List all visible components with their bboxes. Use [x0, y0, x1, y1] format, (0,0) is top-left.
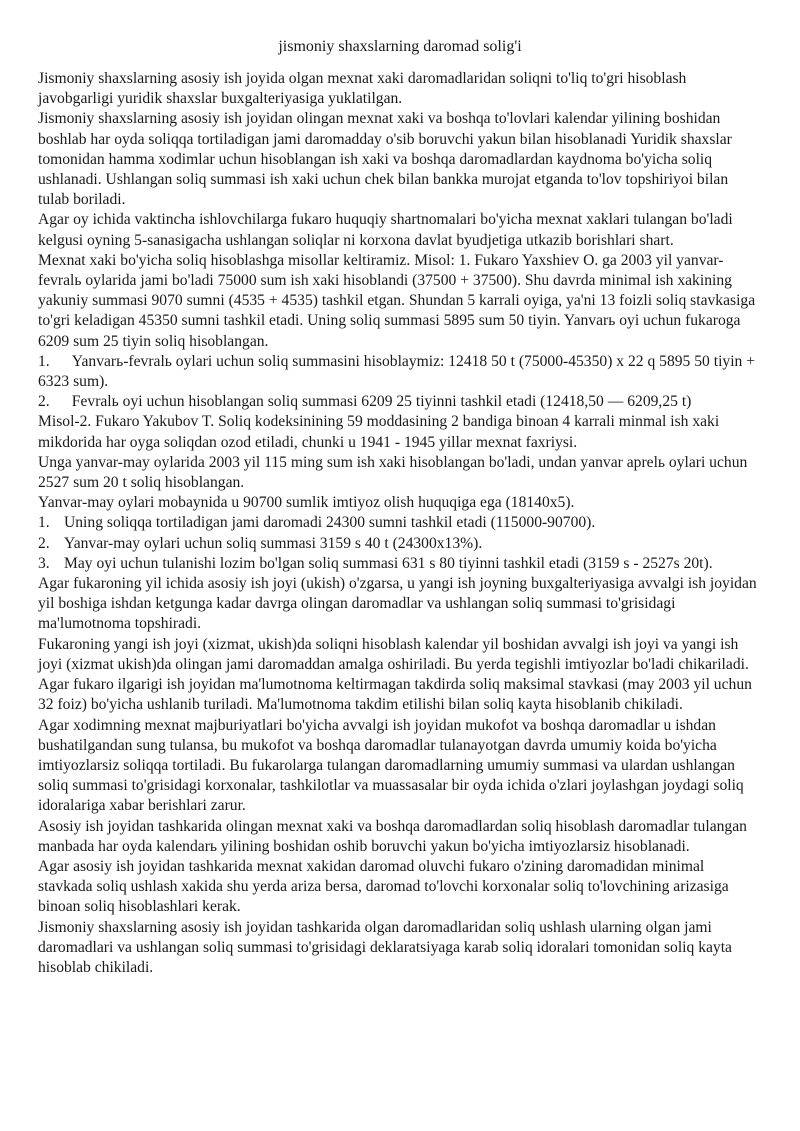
list-item	[38, 554, 762, 574]
paragraph: Agar xodimning mexnat majburiyatlari bo'yicha avvalgi ish joyidan mukofot va boshqa daromadlar u ishdan bushatilgandan sung tulansa, bu mukofot va boshqa daromadlar tulanayotgan davrda umumiy koida bo'yicha imtiyozlarsiz soliqqa tortiladi. Bu fukarolarga tulangan daromadlarning umumiy summasi va ulardan ushlangan soliq summasi to'grisidagi korxonalar, tashkilotlar va muassasalar bir oyda ichida o'zlari joylashgan joydagi soliq idoralariga xabar berishlari zarur.	[38, 716, 744, 815]
list-item-text: Yanvarь-fevralь oylari uchun soliq summasini hisoblaymiz: 12418 50 t (75000-45350) x 22 q 5895 50 tiyin + 6323 sum).	[38, 352, 756, 391]
paragraph: Unga yanvar-may oylarida 2003 yil 115 ming sum ish xaki hisoblangan bo'ladi, undan yanvar aprelь oylari uchun 2527 sum 20 t soliq hisoblangan.	[38, 453, 748, 492]
paragraph: Agar oy ichida vaktincha ishlovchilarga fukaro huquqiy shartnomalari bo'yicha mexnat xaklari tulangan bo'ladi kelgusi oyning 5-sanasigacha ushlangan soliqlar ni korxona davlat byudjetiga utkazib borishlari shart.	[38, 211, 733, 249]
paragraph: Jismoniy shaxslarning asosiy ish joyidan olingan mexnat xaki va boshqa to'lovlari kalendar yilining boshidan boshlab har oyda soliqqa tortiladigan jami daromadday o'sib boruvchi yakun bilan hisoblanadi Yuridik shaxslar tomonidan hamma xodimlar uchun hisoblangan ish xaki va boshqa daromadlardan kaydnoma bo'yicha soliq ushlanadi. Ushlangan soliq summasi ish xaki uchun chek bilan bankka murojat etganda to'lov topshiriyoi bilan tulab boriladi.	[38, 110, 732, 209]
list-number: 3.	[38, 554, 50, 572]
document-page	[38, 36, 762, 978]
list-number: 1.	[38, 352, 50, 370]
list-item	[38, 534, 762, 554]
paragraph: Asosiy ish joyidan tashkarida olingan mexnat xaki va boshqa daromadlardan soliq hisoblash daromadlar tulangan manbada har oyda kalendarь yilining boshidan oshib boruvchi yakun bo'yicha imtiyozlarsiz hisoblanadi.	[38, 817, 747, 855]
paragraph: Agar fukaroning yil ichida asosiy ish joyi (ukish) o'zgarsa, u yangi ish joyning buxgalteriyasiga avvalgi ish joyidan yil boshiga ishdan ketgunga kadar davrga olingan daromadlar va ushlangan soliq summasi to'grisidagi ma'lumotnoma topshiradi.	[38, 575, 757, 633]
list-number: 2.	[38, 534, 50, 552]
paragraph: Jismoniy shaxslarning asosiy ish joyidan tashkarida olgan daromadlaridan soliq ushlash ularning olgan jami daromadlari va ushlangan soliq summasi to'grisidagi deklaratsiyaga karab soliq idoralari tomonidan soliq kayta hisoblab chikiladi.	[38, 918, 732, 976]
paragraph: Yanvar-may oylari mobaynida u 90700 sumlik imtiyoz olish huquqiga ega (18140x5).	[38, 494, 575, 512]
paragraph: Jismoniy shaxslarning asosiy ish joyida olgan mexnat xaki daromadlaridan soliqni to'liq to'gri hisoblash javobgarligi yuridik shaxslar buxgalteriyasiga yuklatilgan.	[38, 70, 687, 108]
list-item-text: May oyi uchun tulanishi lozim bo'lgan soliq summasi 631 s 80 tiyinni tashkil etadi (3159 s - 2527s 20t).	[64, 554, 713, 572]
list-number: 2.	[38, 393, 50, 411]
list-item	[38, 392, 762, 412]
list-item	[38, 352, 762, 392]
paragraph: Agar fukaro ilgarigi ish joyidan ma'lumotnoma keltirmagan takdirda soliq maksimal stavkasi (may 2003 yil uchun 32 foiz) bo'yicha ushlanib turiladi. Ma'lumotnoma takdim etilishi bilan soliq kayta hisoblanib chikiladi.	[38, 676, 752, 714]
paragraph: Mexnat xaki bo'yicha soliq hisoblashga misollar keltiramiz. Misol: 1. Fukaro Yaxshiev O. ga 2003 yil yanvar-fevralь oylarida jami bo'ladi 75000 sum ish xaki hisoblandi (37500 + 37500). Shu davrda minimal ish xakining yakuniy summasi 9070 sumni (4535 + 4535) tashkil etgan. Shundan 5 karrali oyiga, ya'ni 13 foizli soliq stavkasiga to'gri keladigan 45350 sumni tashkil etadi. Uning soliq summasi 5895 sum 50 tiyin. Yanvarь oyi uchun fukaroga 6209 sum 25 tiyin soliq hisoblangan.	[38, 251, 756, 350]
paragraph: Agar asosiy ish joyidan tashkarida mexnat xakidan daromad oluvchi fukaro o'zining daromadidan minimal stavkada soliq ushlash xakida shu yerda ariza bersa, daromad to'lovchi korxonalar soliq to'lovchining arizasiga binoan soliq hisoblashlari kerak.	[38, 857, 729, 916]
paragraph: Misol-2. Fukaro Yakubov T. Soliq kodeksinining 59 moddasining 2 bandiga binoan 4 karrali minmal ish xaki mikdorida har oyga soliqdan ozod etiladi, chunki u 1941 - 1945 yillar mexnat faxriysi.	[38, 413, 720, 451]
list-item-text: Fevralь oyi uchun hisoblangan soliq summasi 6209 25 tiyinni tashkil etadi (12418,50 — 6209,25 t)	[71, 393, 692, 411]
list-item-text: Uning soliqqa tortiladigan jami daromadi 24300 sumni tashkil etadi (115000-90700).	[64, 514, 596, 532]
list-item	[38, 513, 762, 533]
list-item-text: Yanvar-may oylari uchun soliq summasi 3159 s 40 t (24300x13%).	[64, 534, 483, 552]
paragraph: Fukaroning yangi ish joyi (xizmat, ukish)da soliqni hisoblash kalendar yil boshidan avvalgi ish joyi va yangi ish joyi (xizmat ukish)da olingan jami daromaddan amalga oshiriladi. Bu yerda tegishli imtiyozlar bo'ladi chikariladi.	[38, 635, 749, 673]
document-title: jismoniy shaxslarning daromad solig'i	[278, 38, 522, 55]
list-number: 1.	[38, 514, 50, 532]
